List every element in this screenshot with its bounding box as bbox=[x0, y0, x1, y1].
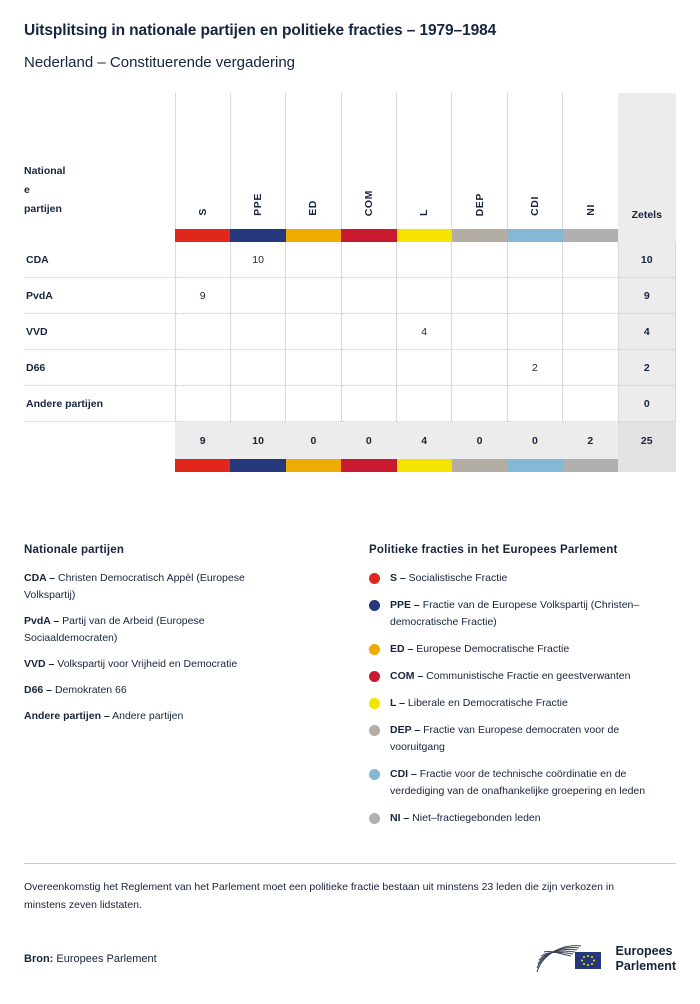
group-text bbox=[390, 597, 674, 631]
political-group-entry bbox=[369, 695, 674, 712]
group-total-s: 9 bbox=[175, 422, 230, 460]
national-party-desc: Demokraten 66 bbox=[52, 684, 127, 696]
seat-count-s: 9 bbox=[175, 278, 230, 314]
group-desc: Europese Democratische Fractie bbox=[413, 643, 570, 655]
seat-count-ni bbox=[563, 350, 618, 386]
ep-logo bbox=[535, 942, 676, 976]
band-bottom-swatch-ni bbox=[563, 459, 618, 472]
seat-count-cdi bbox=[507, 242, 562, 278]
national-party-entry bbox=[24, 656, 294, 673]
group-header-ppe: PPE bbox=[230, 93, 285, 229]
band-swatch-ppe bbox=[230, 229, 285, 242]
grand-total: 25 bbox=[618, 422, 675, 460]
seat-count-s bbox=[175, 350, 230, 386]
seat-count-dep bbox=[452, 386, 507, 422]
color-band-bottom bbox=[24, 459, 676, 472]
seat-count-ppe bbox=[230, 386, 285, 422]
band-swatch-ed bbox=[286, 229, 341, 242]
political-group-entry bbox=[369, 641, 674, 658]
national-party-entry bbox=[24, 682, 294, 699]
national-party-entry bbox=[24, 708, 294, 725]
source-label: Bron: bbox=[24, 953, 54, 965]
group-header-dep: DEP bbox=[452, 93, 507, 229]
group-desc: Fractie voor de technische coördinatie en de verdediging van de onafhankelijke groepering en leden bbox=[390, 768, 646, 797]
band-spacer-bottom bbox=[24, 459, 175, 472]
seat-count-com bbox=[341, 386, 396, 422]
group-abbr: L – bbox=[390, 697, 405, 709]
group-color-dot-icon bbox=[369, 725, 380, 736]
band-bottom-swatch-cdi bbox=[507, 459, 562, 472]
seat-count-ed bbox=[286, 386, 341, 422]
group-abbr: NI – bbox=[390, 812, 410, 824]
band-bottom-total-spacer bbox=[618, 459, 675, 472]
group-total-ppe: 10 bbox=[230, 422, 285, 460]
band-total-spacer bbox=[618, 229, 675, 242]
seat-count-ppe bbox=[230, 350, 285, 386]
national-party-abbr: VVD – bbox=[24, 658, 55, 670]
group-text bbox=[390, 570, 507, 587]
band-bottom-swatch-l bbox=[397, 459, 452, 472]
band-swatch-cdi bbox=[507, 229, 562, 242]
group-desc: Liberale en Democratische Fractie bbox=[404, 697, 568, 709]
page-title: Uitsplitsing in nationale partijen en politieke fracties – 1979–1984 bbox=[24, 22, 497, 39]
group-desc: Communistische Fractie en geestverwanten bbox=[423, 670, 631, 682]
party-name: PvdA bbox=[24, 278, 175, 314]
group-text bbox=[390, 695, 568, 712]
group-abbr: CDI – bbox=[390, 768, 417, 780]
group-desc: Socialistische Fractie bbox=[405, 572, 508, 584]
legend-political-groups bbox=[369, 544, 674, 837]
seat-count-ppe bbox=[230, 278, 285, 314]
group-total-ed: 0 bbox=[286, 422, 341, 460]
footer-note: Overeenkomstig het Reglement van het Parlement moet een politieke fractie bestaan uit minstens 23 leden die zijn verkozen in minstens zeven lidstaten. bbox=[24, 881, 615, 911]
table-totals-row bbox=[24, 422, 676, 460]
seat-count-dep bbox=[452, 350, 507, 386]
party-name: Andere partijen bbox=[24, 386, 175, 422]
table-row bbox=[24, 350, 676, 386]
table-row bbox=[24, 386, 676, 422]
group-abbr: S – bbox=[390, 572, 406, 584]
national-party-entry bbox=[24, 613, 294, 647]
national-party-abbr: D66 – bbox=[24, 684, 53, 696]
seat-count-cdi bbox=[507, 278, 562, 314]
band-bottom-swatch-s bbox=[175, 459, 230, 472]
group-total-ni: 2 bbox=[563, 422, 618, 460]
party-name: CDA bbox=[24, 242, 175, 278]
seat-count-ed bbox=[286, 350, 341, 386]
group-header-ed: ED bbox=[286, 93, 341, 229]
band-bottom-swatch-ppe bbox=[230, 459, 285, 472]
table-header-row bbox=[24, 93, 676, 229]
group-color-dot-icon bbox=[369, 813, 380, 824]
group-abbr: COM – bbox=[390, 670, 424, 682]
band-swatch-dep bbox=[452, 229, 507, 242]
infographic-page bbox=[0, 22, 700, 1004]
group-color-dot-icon bbox=[369, 573, 380, 584]
group-color-dot-icon bbox=[369, 698, 380, 709]
legend-national-title: Nationale partijen bbox=[24, 544, 125, 556]
party-name: D66 bbox=[24, 350, 175, 386]
group-color-dot-icon bbox=[369, 600, 380, 611]
seat-count-dep bbox=[452, 314, 507, 350]
national-party-abbr: Andere partijen – bbox=[24, 710, 110, 722]
seat-count-ed bbox=[286, 242, 341, 278]
band-bottom-swatch-ed bbox=[286, 459, 341, 472]
national-party-desc: Volkspartij voor Vrijheid en Democratie bbox=[54, 658, 238, 670]
national-party-desc: Christen Democratisch Appèl (Europese Volkspartij) bbox=[24, 572, 245, 601]
seat-count-com bbox=[341, 242, 396, 278]
seat-count-ni bbox=[563, 242, 618, 278]
group-header-l: L bbox=[397, 93, 452, 229]
row-total: 10 bbox=[618, 242, 675, 278]
political-group-entry bbox=[369, 722, 674, 756]
seat-count-l bbox=[397, 242, 452, 278]
ep-logo-line2: Parlement bbox=[615, 959, 676, 973]
group-header-cdi: CDI bbox=[507, 93, 562, 229]
ep-logo-line1: Europees bbox=[615, 944, 673, 958]
seat-count-s bbox=[175, 242, 230, 278]
source-value: Europees Parlement bbox=[53, 953, 157, 965]
political-group-entry bbox=[369, 668, 674, 685]
group-text bbox=[390, 810, 541, 827]
seat-count-com bbox=[341, 350, 396, 386]
seat-count-s bbox=[175, 386, 230, 422]
legend bbox=[24, 544, 676, 837]
table-row bbox=[24, 314, 676, 350]
political-group-entry bbox=[369, 597, 674, 631]
seat-count-cdi bbox=[507, 314, 562, 350]
page-subtitle: Nederland – Constituerende vergadering bbox=[24, 54, 296, 71]
seat-count-l bbox=[397, 278, 452, 314]
national-party-abbr: PvdA – bbox=[24, 615, 60, 627]
group-text bbox=[390, 641, 569, 658]
seat-count-cdi bbox=[507, 386, 562, 422]
political-group-entry bbox=[369, 810, 674, 827]
group-text bbox=[390, 766, 674, 800]
source-text bbox=[24, 953, 157, 965]
group-color-dot-icon bbox=[369, 644, 380, 655]
seat-count-cdi: 2 bbox=[507, 350, 562, 386]
ep-logo-icon bbox=[535, 942, 607, 976]
group-total-l: 4 bbox=[397, 422, 452, 460]
totals-row-label bbox=[24, 422, 175, 460]
footer-divider bbox=[24, 863, 676, 864]
political-group-entry bbox=[369, 570, 674, 587]
seat-count-dep bbox=[452, 242, 507, 278]
legend-groups-title: Politieke fracties in het Europees Parlement bbox=[369, 544, 618, 556]
seat-count-l bbox=[397, 386, 452, 422]
group-text bbox=[390, 668, 630, 685]
group-desc: Fractie van de Europese Volkspartij (Christen–democratische Fractie) bbox=[390, 599, 640, 628]
seat-count-ni bbox=[563, 386, 618, 422]
group-total-cdi: 0 bbox=[507, 422, 562, 460]
legend-national-parties bbox=[24, 544, 369, 837]
group-header-com: COM bbox=[341, 93, 396, 229]
group-total-com: 0 bbox=[341, 422, 396, 460]
seats-table bbox=[24, 93, 676, 472]
row-total: 0 bbox=[618, 386, 675, 422]
seat-count-ed bbox=[286, 278, 341, 314]
row-total: 2 bbox=[618, 350, 675, 386]
national-party-abbr: CDA – bbox=[24, 572, 56, 584]
seat-count-com bbox=[341, 278, 396, 314]
party-name: VVD bbox=[24, 314, 175, 350]
group-desc: Fractie van Europese democraten voor de vooruitgang bbox=[390, 724, 620, 753]
seat-count-com bbox=[341, 314, 396, 350]
band-swatch-com bbox=[341, 229, 396, 242]
row-total: 9 bbox=[618, 278, 675, 314]
row-header-label: National e partijen bbox=[24, 165, 66, 215]
group-desc: Niet–fractiegebonden leden bbox=[409, 812, 541, 824]
seat-count-ni bbox=[563, 314, 618, 350]
table-row bbox=[24, 278, 676, 314]
group-header-s: S bbox=[175, 93, 230, 229]
seat-count-l bbox=[397, 350, 452, 386]
seat-count-dep bbox=[452, 278, 507, 314]
row-total: 4 bbox=[618, 314, 675, 350]
band-swatch-ni bbox=[563, 229, 618, 242]
national-party-entry bbox=[24, 570, 294, 604]
national-party-desc: Partij van de Arbeid (Europese Sociaaldemocraten) bbox=[24, 615, 205, 644]
source-row bbox=[24, 942, 676, 976]
seat-count-s bbox=[175, 314, 230, 350]
seats-table-wrapper bbox=[24, 93, 676, 472]
group-color-dot-icon bbox=[369, 769, 380, 780]
group-text bbox=[390, 722, 674, 756]
ep-logo-text bbox=[616, 944, 676, 974]
band-bottom-swatch-com bbox=[341, 459, 396, 472]
seat-count-ppe bbox=[230, 314, 285, 350]
group-abbr: ED – bbox=[390, 643, 414, 655]
political-group-entry bbox=[369, 766, 674, 800]
table-row bbox=[24, 242, 676, 278]
total-header: Zetels bbox=[618, 93, 675, 229]
band-swatch-l bbox=[397, 229, 452, 242]
band-spacer bbox=[24, 229, 175, 242]
national-party-desc: Andere partijen bbox=[109, 710, 184, 722]
group-abbr: PPE – bbox=[390, 599, 420, 611]
seat-count-ed bbox=[286, 314, 341, 350]
group-header-ni: NI bbox=[563, 93, 618, 229]
band-swatch-s bbox=[175, 229, 230, 242]
band-bottom-swatch-dep bbox=[452, 459, 507, 472]
seat-count-ppe: 10 bbox=[230, 242, 285, 278]
seat-count-l: 4 bbox=[397, 314, 452, 350]
color-band-top bbox=[24, 229, 676, 242]
seat-count-ni bbox=[563, 278, 618, 314]
group-abbr: DEP – bbox=[390, 724, 421, 736]
group-total-dep: 0 bbox=[452, 422, 507, 460]
group-color-dot-icon bbox=[369, 671, 380, 682]
